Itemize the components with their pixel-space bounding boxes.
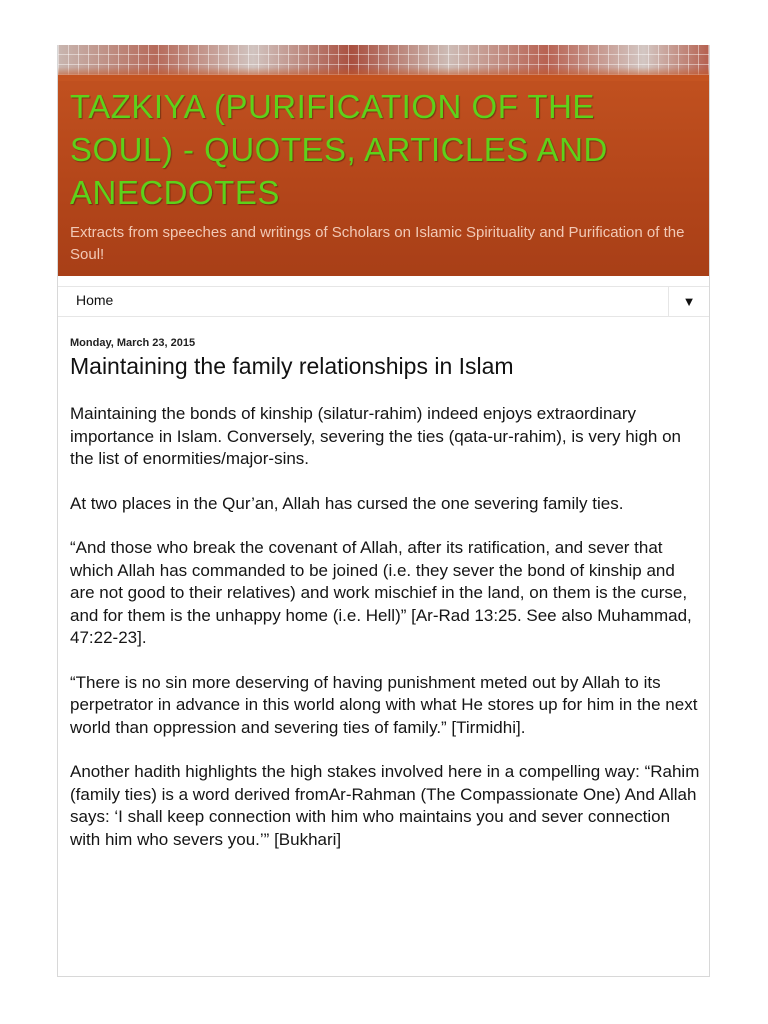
blog-title[interactable]: TAZKIYA (PURIFICATION OF THE SOUL) - QUOTES, ARTICLES AND ANECDOTES xyxy=(70,88,608,211)
blog-description: Extracts from speeches and writings of Scholars on Islamic Spirituality and Purification of the Soul! xyxy=(70,224,685,263)
post-date: Monday, March 23, 2015 xyxy=(70,337,196,349)
post-body xyxy=(70,403,702,873)
post-paragraph: At two places in the Qur’an, Allah has cursed the one severing family ties. xyxy=(70,493,624,513)
post-paragraph: “There is no sin more deserving of having punishment meted out by Allah to its perpetrator in advance in this world along with what He stores up for him in the next world than oppression and severing ties of family.” [Tirmidhi]. xyxy=(70,672,698,737)
post-paragraph: Another hadith highlights the high stakes involved here in a compelling way: “Rahim (family ties) is a word derived fromAr-Rahman (The Compassionate One) And Allah says: ‘I shall keep connection with him who maintains you and sever connection with him who severs you.’” [Bukhari] xyxy=(70,762,700,849)
chevron-down-icon[interactable]: ▼ xyxy=(668,287,709,316)
post-title[interactable]: Maintaining the family relationships in Islam xyxy=(70,353,514,379)
header-banner-fade xyxy=(58,67,709,81)
page-nav-dropdown[interactable] xyxy=(58,286,709,317)
blog-page xyxy=(57,45,710,977)
nav-selected-page[interactable]: Home xyxy=(76,292,114,308)
blog-header xyxy=(58,45,709,276)
post-paragraph: Maintaining the bonds of kinship (silatur-rahim) indeed enjoys extraordinary importance in Islam. Conversely, severing the ties (qata-ur-rahim), is very high on the list of enormities/major-sins. xyxy=(70,404,681,468)
post-paragraph: “And those who break the covenant of Allah, after its ratification, and sever that which Allah has commanded to be joined (i.e. they sever the bond of kinship and are not good to their relatives) and work mischief in the land, on them is the curse, and for them is the unhappy home (i.e. Hell)” [Ar-Rad 13:25. See also Muhammad, 47:22-23]. xyxy=(70,538,692,647)
